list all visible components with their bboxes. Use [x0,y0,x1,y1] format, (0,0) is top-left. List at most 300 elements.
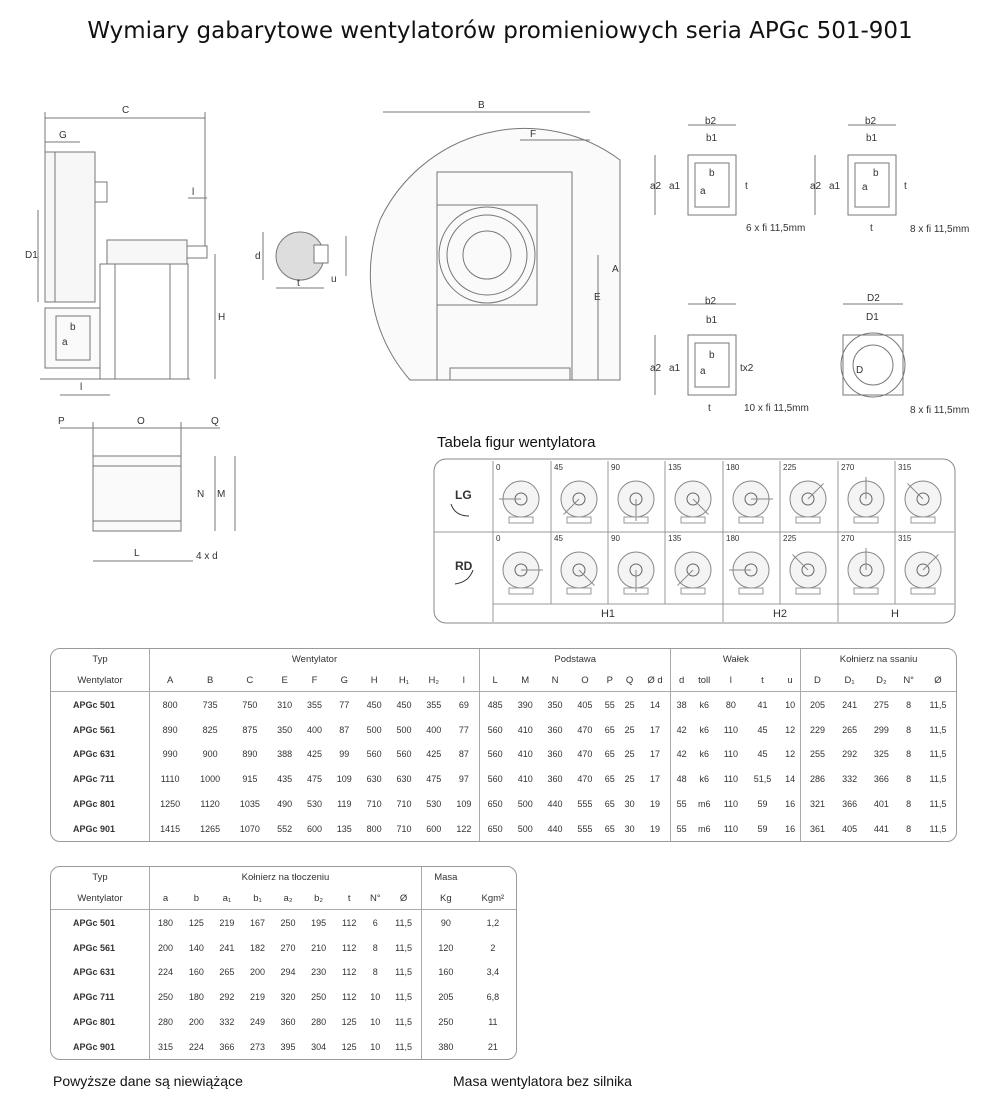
column-header: Kgm² [470,887,516,910]
value-cell: 210 [311,942,327,953]
column-header: Kg [421,887,469,910]
value-cell: 530 [426,798,442,809]
value-cell: 25 [624,699,635,710]
value-cell: 299 [873,724,889,735]
dim-label: t [870,223,873,234]
value-cell: m6 [697,823,711,834]
angle-label: 225 [783,534,797,543]
value-cell: 140 [188,942,204,953]
value-cell: 350 [277,724,293,735]
value-cell: 410 [517,774,533,785]
value-cell: 360 [547,774,563,785]
value-cell: 450 [396,699,412,710]
column-header: L [480,669,511,692]
column-header: E [270,669,300,692]
value-cell: 400 [306,724,322,735]
value-cell: 750 [242,699,258,710]
dim-label: A [612,264,619,275]
value-cell: 2 [490,942,496,953]
value-cell: 332 [219,1016,235,1027]
value-cell: 14 [785,774,796,785]
value-cell: 552 [277,823,293,834]
group-header: Podstawa [480,649,671,669]
type-cell: APGc 801 [73,798,116,809]
value-cell: 273 [249,1041,265,1052]
value-cell: 125 [188,917,204,928]
angle-label: 180 [726,534,740,543]
value-cell: 11,5 [929,823,947,834]
angle-label: 45 [554,463,563,472]
value-cell: 355 [306,699,322,710]
type-cell: APGc 631 [73,967,116,978]
column-header: b₁ [242,887,273,910]
angle-label: 270 [841,463,855,472]
value-cell: 11,5 [929,749,947,760]
value-cell: 900 [202,749,218,760]
dim-label: 4 x d [196,551,218,562]
value-cell: 25 [624,774,635,785]
value-cell: 294 [280,967,296,978]
value-cell: 65 [604,724,615,735]
value-cell: 10 [370,1016,381,1027]
dim-label: 6 x fi 11,5mm [746,223,806,234]
value-cell: 180 [188,992,204,1003]
value-cell: 255 [801,742,834,767]
value-cell: 600 [306,823,322,834]
value-cell: 112 [341,967,357,978]
column-header: b₂ [303,887,334,910]
column-header: Ø d [640,669,671,692]
column-header: M [510,669,540,692]
value-cell: 1070 [239,823,260,834]
value-cell: 366 [842,798,858,809]
value-cell: 292 [842,749,858,760]
value-cell: 410 [517,749,533,760]
column-header: b [181,887,212,910]
dim-label: b1 [706,315,718,326]
table-row [51,935,516,960]
value-cell: 11 [488,1016,498,1027]
value-cell: 167 [249,917,265,928]
group-label: H [891,608,899,620]
value-cell: 205 [421,985,469,1010]
value-cell: 366 [219,1041,235,1052]
value-cell: 735 [202,699,218,710]
dim-label: b1 [706,133,718,144]
value-cell: 395 [280,1041,296,1052]
value-cell: 16 [785,798,796,809]
value-cell: 55 [671,792,692,817]
value-cell: 11,5 [395,1041,412,1052]
value-cell: 10 [370,1041,381,1052]
dim-label: B [478,100,485,111]
value-cell: 410 [517,724,533,735]
dim-label: Q [211,416,219,427]
value-cell: 19 [649,823,660,834]
angle-label: 315 [898,534,912,543]
value-cell: 11,5 [929,774,947,785]
column-header: d [671,669,692,692]
dim-label: t [708,403,711,414]
value-cell: 41 [757,699,768,710]
value-cell: 87 [339,724,350,735]
value-cell: 360 [547,749,563,760]
value-cell: 109 [336,774,352,785]
value-cell: 119 [337,798,352,809]
dim-label: a [62,337,68,348]
figures-table [433,458,957,626]
value-cell: 1000 [200,774,221,785]
value-cell: 25 [624,749,635,760]
column-header: D [801,669,834,692]
value-cell: 249 [249,1016,265,1027]
value-cell: 109 [456,798,472,809]
dim-label: C [122,105,130,116]
dimensions-table [50,648,957,842]
type-cell: APGc 901 [73,823,116,834]
value-cell: 14 [649,699,660,710]
value-cell: 16 [785,823,796,834]
dim-label: l [192,187,195,198]
lg-label: LG [455,488,472,502]
type-cell: APGc 501 [73,699,116,710]
value-cell: 65 [604,823,615,834]
value-cell: 160 [421,960,469,985]
value-cell: 200 [249,967,265,978]
value-cell: 42 [671,742,692,767]
type-cell: APGc 901 [73,1041,116,1052]
value-cell: 8 [906,823,912,834]
value-cell: 19 [649,798,660,809]
table-row [51,767,956,792]
value-cell: 500 [517,798,533,809]
value-cell: 224 [150,960,182,985]
dim-label: b [709,350,715,361]
value-cell: 1035 [239,798,260,809]
dim-label: a1 [829,181,841,192]
table-row [51,910,516,936]
dim-label: b2 [705,296,717,307]
value-cell: m6 [697,798,711,809]
value-cell: 280 [311,1016,327,1027]
dim-label: H [218,312,226,323]
column-header: F [300,669,330,692]
column-header: a₂ [273,887,304,910]
value-cell: 48 [671,767,692,792]
value-cell: 110 [723,749,739,760]
value-cell: 530 [306,798,322,809]
value-cell: 11,5 [395,942,412,953]
dim-label: b [70,322,76,333]
value-cell: 11,5 [395,992,412,1003]
column-header: G [329,669,359,692]
value-cell: 560 [366,749,382,760]
value-cell: 630 [366,774,382,785]
type-cell: APGc 561 [73,942,116,953]
table-row [51,692,956,718]
type-cell: APGc 561 [73,724,116,735]
value-cell: 405 [577,699,593,710]
value-cell: 6 [372,917,378,928]
value-cell: 560 [480,742,511,767]
value-cell: 25 [624,724,635,735]
column-header: u [780,669,801,692]
value-cell: 915 [242,774,258,785]
rd-label: RD [455,559,473,573]
value-cell: 125 [341,1041,357,1052]
value-cell: 500 [366,724,382,735]
angle-label: 0 [496,463,501,472]
wentylator-header: Wentylator [51,669,150,692]
value-cell: 275 [873,699,889,710]
column-header: N [540,669,570,692]
dim-label: b [709,168,715,179]
dim-label: b1 [866,133,878,144]
value-cell: 65 [604,749,615,760]
value-cell: 11,5 [929,724,947,735]
value-cell: 3,4 [486,967,500,978]
value-cell: 560 [396,749,412,760]
column-header: l [717,669,745,692]
note-left: Powyższe dane są niewiążące [53,1073,243,1089]
dim-label: tx2 [740,363,754,374]
value-cell: k6 [699,724,709,735]
dim-label: L [134,548,140,559]
column-header: D₂ [866,669,898,692]
value-cell: 470 [577,724,593,735]
dim-label: D1 [25,250,38,261]
value-cell: 292 [219,992,235,1003]
column-header: a₁ [212,887,243,910]
value-cell: 1,2 [486,917,500,928]
value-cell: 250 [311,992,327,1003]
value-cell: 11,5 [395,917,412,928]
column-header: D₁ [834,669,866,692]
outlet-flange-table [50,866,517,1060]
value-cell: 65 [604,774,615,785]
flange-drawings [655,125,905,397]
angle-label: 90 [611,463,620,472]
value-cell: 600 [426,823,442,834]
dim-label: b2 [705,116,717,127]
column-header: N° [364,887,386,910]
value-cell: 65 [604,798,615,809]
base-plan-drawing [60,422,235,561]
type-cell: APGc 711 [73,774,115,785]
value-cell: 321 [801,792,834,817]
value-cell: 560 [480,767,511,792]
group-header: Kołnierz na tłoczeniu [150,867,422,887]
column-header: N° [897,669,920,692]
typ-header: Typ [92,653,108,665]
value-cell: 38 [671,692,692,718]
dim-label: a2 [650,181,662,192]
type-cell: APGc 501 [73,917,116,928]
column-header: l [449,669,480,692]
value-cell: 366 [873,774,889,785]
value-cell: 241 [219,942,235,953]
value-cell: 500 [517,823,533,834]
column-header: P [600,669,620,692]
value-cell: 69 [458,699,469,710]
dim-label: b2 [865,116,877,127]
value-cell: 286 [801,767,834,792]
value-cell: 200 [150,935,182,960]
column-header: H₂ [419,669,449,692]
value-cell: 435 [277,774,293,785]
value-cell: 325 [873,749,889,760]
value-cell: 219 [219,917,235,928]
dim-label: D1 [866,312,879,323]
value-cell: 120 [421,935,469,960]
value-cell: 112 [341,992,357,1003]
value-cell: 470 [577,774,593,785]
value-cell: 87 [458,749,469,760]
value-cell: 229 [801,717,834,742]
dim-label: P [58,416,65,427]
value-cell: 560 [480,717,511,742]
value-cell: 250 [150,985,182,1010]
value-cell: 230 [311,967,327,978]
page-title: Wymiary gabarytowe wentylatorów promieniowych seria APGc 501-901 [87,18,913,44]
value-cell: 112 [341,917,357,928]
value-cell: k6 [699,699,709,710]
column-header: A [150,669,191,692]
dim-label: a [700,366,706,377]
table-row [51,717,956,742]
masa-header: Masa [421,867,469,887]
dim-label: 8 x fi 11,5mm [910,224,970,235]
value-cell: 112 [341,942,357,953]
value-cell: 315 [150,1034,182,1059]
type-cell: APGc 801 [73,1016,116,1027]
type-cell: APGc 711 [73,992,115,1003]
value-cell: 11,5 [929,798,947,809]
value-cell: 195 [311,917,327,928]
value-cell: 99 [339,749,350,760]
value-cell: 1415 [150,816,191,841]
angle-label: 0 [496,534,501,543]
value-cell: 380 [421,1034,469,1059]
value-cell: 59 [757,798,768,809]
value-cell: 55 [671,816,692,841]
value-cell: 110 [723,774,739,785]
value-cell: 405 [842,823,858,834]
value-cell: 241 [842,699,858,710]
value-cell: 182 [249,942,265,953]
value-cell: 990 [150,742,191,767]
value-cell: 425 [306,749,322,760]
value-cell: 825 [202,724,218,735]
value-cell: 310 [277,699,293,710]
value-cell: 205 [801,692,834,718]
value-cell: 1120 [200,798,220,809]
value-cell: 650 [480,792,511,817]
group-label: H2 [772,608,788,620]
group-label: H1 [600,608,616,620]
value-cell: 8 [906,774,912,785]
column-header: C [230,669,270,692]
value-cell: 8 [906,749,912,760]
value-cell: 360 [280,1016,296,1027]
dim-label: t [745,181,748,192]
dim-label: 10 x fi 11,5mm [744,403,809,414]
value-cell: 390 [517,699,533,710]
note-right: Masa wentylatora bez silnika [453,1073,632,1089]
table-row [51,792,956,817]
angle-label: 135 [668,534,682,543]
value-cell: 51,5 [753,774,772,785]
value-cell: 320 [280,992,296,1003]
angle-label: 90 [611,534,620,543]
column-header: Ø [920,669,956,692]
angle-label: 180 [726,463,740,472]
value-cell: 55 [604,699,615,710]
column-header: Ø [386,887,421,910]
dim-label: a [700,186,706,197]
typ-header: Typ [92,871,108,883]
value-cell: 8 [372,967,378,978]
value-cell: 17 [649,724,660,735]
value-cell: 440 [547,798,563,809]
dim-label: t [904,181,907,192]
value-cell: 250 [421,1010,469,1035]
value-cell: 440 [547,823,563,834]
value-cell: 270 [280,942,296,953]
value-cell: 90 [421,910,469,936]
column-header: toll [692,669,717,692]
value-cell: 710 [396,798,412,809]
table-row [51,960,516,985]
dim-label: l [80,382,83,393]
column-header: O [570,669,600,692]
value-cell: 80 [725,699,736,710]
value-cell: 11,5 [395,967,412,978]
table-row [51,985,516,1010]
value-cell: 630 [396,774,412,785]
value-cell: 470 [577,749,593,760]
angle-label: 270 [841,534,855,543]
value-cell: 219 [249,992,265,1003]
value-cell: 160 [188,967,204,978]
value-cell: 425 [426,749,442,760]
value-cell: 224 [188,1041,204,1052]
value-cell: 401 [873,798,889,809]
front-view-drawing [370,112,620,380]
value-cell: 180 [150,910,182,936]
value-cell: 6,8 [486,992,500,1003]
angle-label: 315 [898,463,912,472]
value-cell: 77 [458,724,469,735]
value-cell: 475 [426,774,442,785]
value-cell: 890 [242,749,258,760]
value-cell: 250 [280,917,296,928]
value-cell: 8 [906,699,912,710]
dim-label: 8 x fi 11,5mm [910,405,970,416]
value-cell: 10 [785,699,796,710]
dim-label: N [197,489,205,500]
table-row [51,816,956,841]
dim-label: d [255,251,261,262]
value-cell: 1110 [150,767,191,792]
dim-label: a [862,182,868,193]
value-cell: 555 [577,823,593,834]
table-row [51,742,956,767]
value-cell: k6 [699,749,709,760]
value-cell: 875 [242,724,258,735]
value-cell: 485 [480,692,511,718]
value-cell: 110 [723,798,739,809]
